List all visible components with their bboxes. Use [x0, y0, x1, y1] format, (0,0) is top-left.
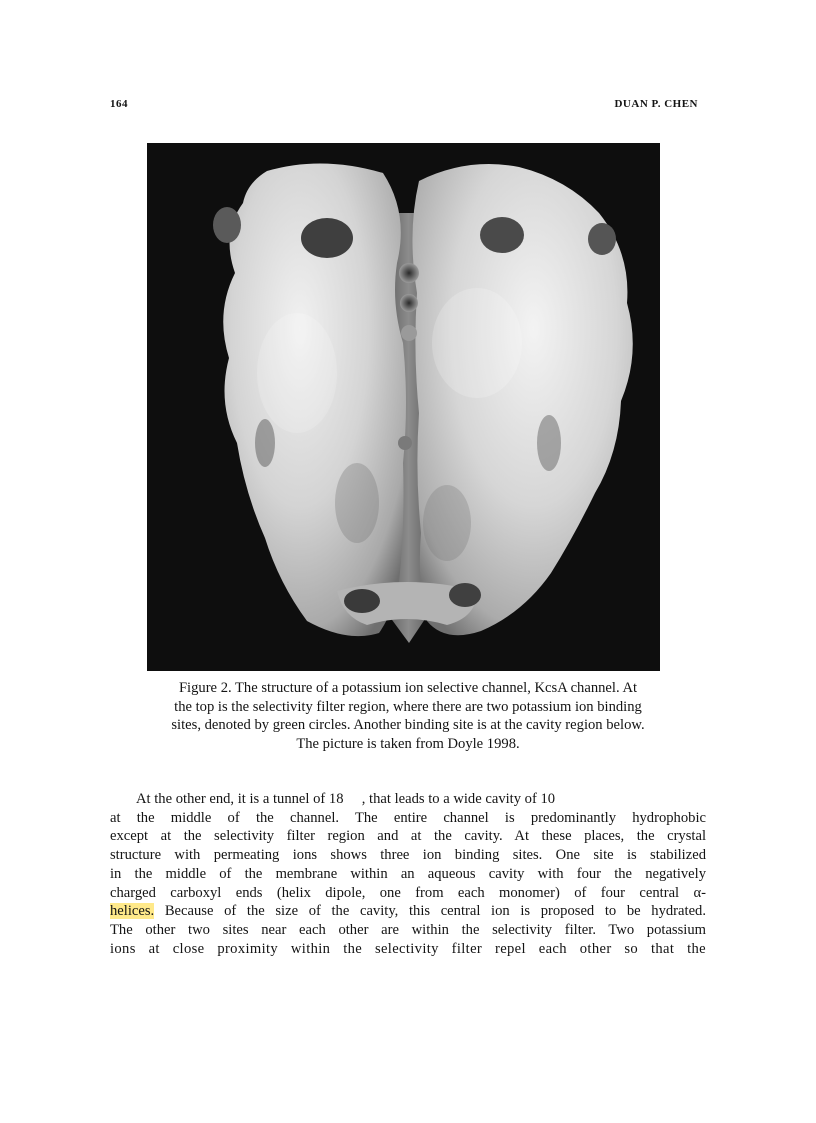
highlighted-word: helices. — [110, 903, 155, 920]
running-head — [110, 98, 698, 110]
body-line — [110, 884, 706, 903]
body-line: At the other end, it is a tunnel of 18 , that leads to a wide cavity of 10 — [136, 791, 556, 807]
body-line-text: charged carboxyl ends (helix dipole, one from each monomer) of four central — [110, 884, 694, 901]
body-line: except at the selectivity filter region and at the cavity. At these places, the crystal — [110, 828, 706, 845]
caption-line: sites, denoted by green circles. Another binding site is at the cavity region below. — [171, 717, 645, 734]
body-line: ions at close proximity within the selectivity filter repel each other so that the — [110, 940, 706, 957]
kcsa-channel-figure — [147, 143, 660, 671]
body-line: The other two sites near each other are within the selectivity filter. Two potassium — [110, 921, 706, 938]
page-number: 164 — [110, 98, 128, 110]
body-line — [110, 902, 706, 921]
running-head-author: DUAN P. CHEN — [614, 98, 698, 110]
caption-line: The picture is taken from Doyle 1998. — [296, 735, 520, 752]
caption-line: the top is the selectivity filter region, where there are two potassium ion binding — [174, 698, 642, 715]
body-paragraph — [110, 790, 706, 958]
figure-caption — [110, 679, 706, 753]
body-line: structure with permeating ions shows three ion binding sites. One site is stabilized — [110, 847, 706, 864]
body-line: in the middle of the membrane within an aqueous cavity with four the negatively — [110, 865, 706, 882]
body-line-text: Because of the size of the cavity, this central ion is proposed to be hydrated. — [154, 903, 706, 920]
body-line: at the middle of the channel. The entire channel is predominantly hydrophobic — [110, 809, 706, 826]
kcsa-surface-image — [147, 143, 660, 671]
caption-line: Figure 2. The structure of a potassium ion selective channel, KcsA channel. At — [178, 680, 638, 696]
alpha-symbol: α- — [693, 884, 706, 901]
